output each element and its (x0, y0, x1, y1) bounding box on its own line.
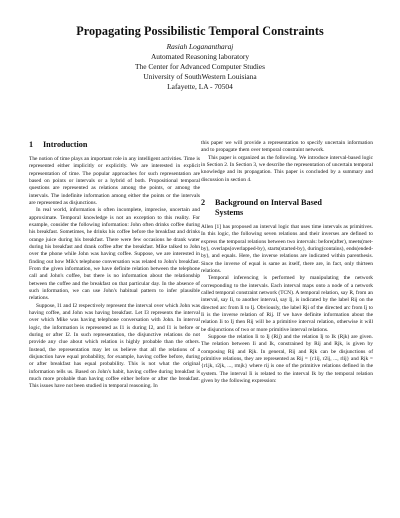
paragraph: Suppose the relation Ii to Ij (Rij) and the relation Ij to Ik (Rjk) are given. The relation between Ii and Ik, constrained by Rij and Rjk, is given by composing Rij and Rjk. In general, Rij and Rjk can be disjunctions of primitive relations, they are represented as Rij = {r1ij, r2ij, ..., rlij} and Rjk = {r1jk, r2jk, ..., rmjk} where rij is one of the primitive relations defined in the system. The interval Ii is related to the interval Ik by the temporal relation given by the following expression: (201, 333, 373, 384)
paragraph: Temporal inferencing is performed by manipulating the network corresponding to the intervals. Each interval maps onto a node of a network called temporal constraint network (TCN). A temporal relation, say R, from an interval, say Ii, to another interval, say Ij, is indicated by the label Rij on the directed arc from Ii to Ij. Obviously, the label Rji of the directed arc from Ij to Ii is the inverse relation of Rij. If we have definite information about the relation Ii to Ij then Rij will be a primitive interval relation, otherwise it will be disjunctions of two or more primitive interval relations. (201, 275, 373, 333)
affiliation-line: Lafayette, LA - 70504 (167, 82, 233, 92)
paragraph: Allen [1] has proposed an interval logic that uses time intervals as primitives. In this logic, the following seven relations and their inverses are defined to express the temporal relations between two intervals: before(after), meets(met-by), overlaps(overlapped-by), starts(started-by), during(contains), ends(ended-by), and equals. Here, the inverse relations are indicated within parenthesis. Since the inverse of equal is same as itself, there are, in fact, only thirteen relations. (201, 223, 373, 274)
affiliation-line: Automated Reasoning laboratory (150, 52, 250, 62)
author-name: Rasiah Loganantharaj (166, 42, 234, 51)
affiliation-line: University of SouthWestern Louisiana (143, 72, 257, 82)
paragraph: this paper we will provide a representation to specify uncertain information and to propagate them over temporal constraint network. (201, 140, 373, 154)
section-heading-introduction: 1 Introduction (29, 140, 88, 149)
paragraph: This paper is organized as the following. We introduce interval-based logic in Section 2. In Section 3, we describe the representation of uncertain temporal knowledge and its propagation. This paper is concluded by a summary and discussion in section 4. (201, 154, 373, 183)
author-block (0, 42, 400, 92)
paper-title: Propagating Possibilistic Temporal Constraints (76, 24, 324, 38)
affiliation-line: The Center for Advanced Computer Studies (135, 62, 265, 72)
section-heading-background: 2 Background on Interval Based Systems (201, 197, 322, 217)
paragraph: The notion of time plays an important role in any intelligent activities. Time is represented either implicitly or explicitly. We are interested in explicit representation of time. The popular approaches for such representation are based on points or intervals or a hybrid of both. Propositional temporal questions are represented as relations among the points, or among the intervals. The indefinite information among either the points or the intervals are represented as disjunctions. (29, 156, 200, 206)
left-column (29, 140, 200, 391)
paragraph: Suppose, I1 and I2 respectively represent the interval over which John was having coffee, and John was having breakfast. Let I3 represents the interval over which Mike was having telephone conversation with John. In interval logic, the information is represented as I1 is during I2, and I1 is before or during or after I2. In such representation, the disjunctive relations do not provide any clue about which relation is highly probable than the others. Instead, the representation may let us believe that all the relations of a disjunction have equal probability, for example, having coffee before, during or after breakfast has equal probability. This is not what the original information tells us. Based on John's habit, having coffee during breakfast is much more probable than having coffee either before or after the breakfast. This issues have not been studied in temporal reasoning. In (29, 302, 200, 390)
right-column (201, 140, 373, 385)
paragraph: In real world, information is often incomplete, imprecise, uncertain and approximate. Temporal knowledge is not an exception to this reality. For example, consider the following information: John often drinks coffee during his breakfast. Sometimes, he drinks his coffee before the breakfast and drinks orange juice during his breakfast. There were few occasions he drank water during his breakfast and drank coffee after the breakfast. Mike talked to John over the phone while John was having coffee. Suppose, we are interested in finding out how Mik's telephone conversation was related to John's breakfast. From the given information, we have definite relation between the telephone call and John's coffee, but there is no information about the relationship between the coffee and the breakfast on that particular day. In the absence of such information, we can use John's habitual pattern to infer plausible relations. (29, 207, 200, 302)
